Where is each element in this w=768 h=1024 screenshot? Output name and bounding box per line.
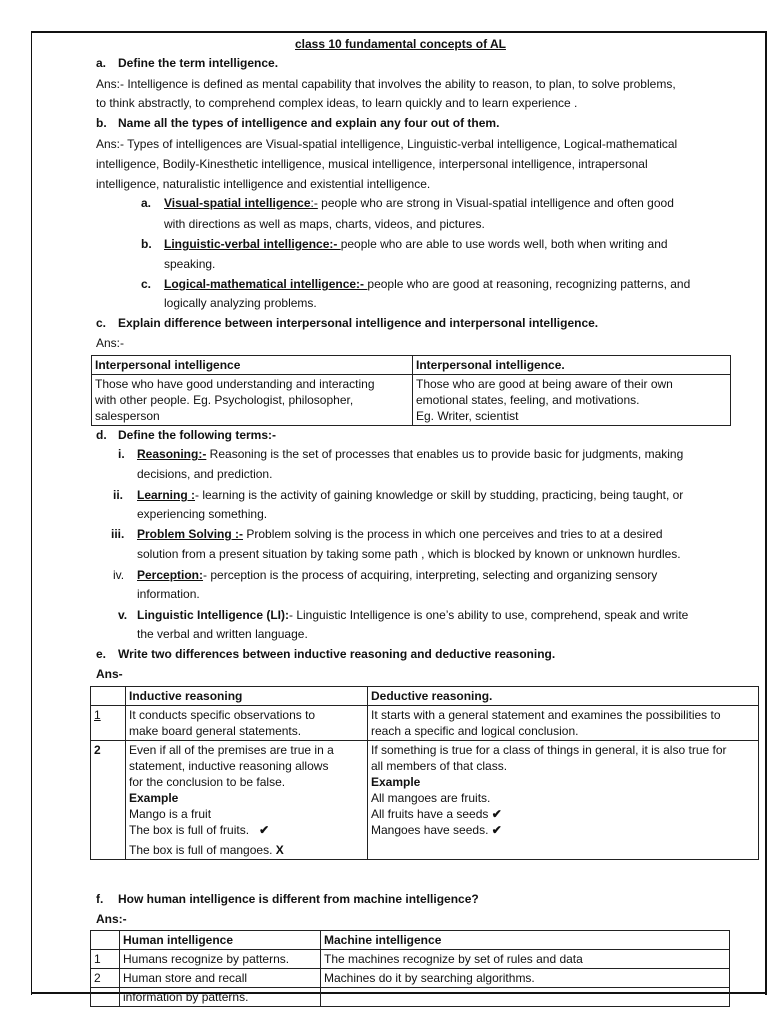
list-item-number: b. bbox=[141, 237, 152, 251]
cell-line bbox=[129, 822, 364, 838]
table-header: Inductive reasoning bbox=[126, 687, 368, 706]
term-logical-mathematical: Logical-mathematical intelligence:- bbox=[164, 277, 368, 291]
term-visual-spatial: Visual-spatial intelligence bbox=[164, 196, 311, 210]
cell-line: It starts with a general statement and examines the possibilities to bbox=[371, 708, 721, 722]
term-continuation: solution from a present situation by taking some path , which is blocked by known or unknown hurdles. bbox=[137, 547, 681, 561]
list-item bbox=[164, 277, 690, 291]
row-number: 2 bbox=[91, 741, 126, 860]
table-cell bbox=[368, 741, 759, 860]
list-item-continuation: with directions as well as maps, charts, videos, and pictures. bbox=[164, 217, 485, 231]
question-e: Write two differences between inductive reasoning and deductive reasoning. bbox=[118, 647, 556, 661]
question-c: Explain difference between interpersonal intelligence and interpersonal intelligence. bbox=[118, 316, 599, 330]
cell-line: Eg. Writer, scientist bbox=[416, 409, 519, 423]
page-title: class 10 fundamental concepts of AL bbox=[295, 37, 506, 51]
term-continuation: experiencing something. bbox=[137, 507, 268, 521]
term-reasoning: Reasoning:- bbox=[137, 447, 207, 461]
table-header: Human intelligence bbox=[120, 931, 321, 950]
table-header: Machine intelligence bbox=[321, 931, 730, 950]
term-item bbox=[137, 608, 688, 622]
table-cell bbox=[126, 706, 368, 741]
question-a: Define the term intelligence. bbox=[118, 56, 279, 70]
cell-line bbox=[129, 842, 364, 858]
term-definition: - learning is the activity of gaining knowledge or skill by studding, practicing, being taught, or bbox=[195, 488, 684, 502]
row-number: 1 bbox=[91, 950, 120, 969]
table-header-blank bbox=[91, 687, 126, 706]
table-header-blank bbox=[91, 931, 120, 950]
table-row bbox=[91, 950, 730, 969]
cell-line: Those who have good understanding and interacting bbox=[95, 377, 375, 391]
question-f-number: f. bbox=[96, 892, 104, 906]
cell-line: If something is true for a class of things in general, it is also true for bbox=[371, 743, 727, 757]
example-text: The box is full of mangoes. bbox=[129, 843, 273, 857]
table-header-row bbox=[91, 687, 759, 706]
answer-e-label: Ans- bbox=[96, 667, 123, 681]
term-definition: people who are strong in Visual-spatial intelligence and often good bbox=[317, 196, 674, 210]
cell-line bbox=[371, 806, 755, 822]
example-text: The box is full of fruits. bbox=[129, 823, 250, 837]
term-continuation: information. bbox=[137, 587, 200, 601]
table-row bbox=[92, 375, 731, 426]
answer-a-line1: Ans:- Intelligence is defined as mental capability that involves the ability to reason, to plan, to solve problems, bbox=[96, 77, 676, 91]
term-definition: Problem solving is the process in which one perceives and tries to at a desired bbox=[243, 527, 663, 541]
list-item bbox=[164, 196, 674, 210]
table-header-row bbox=[92, 356, 731, 375]
cell-line: All mangoes are fruits. bbox=[371, 791, 491, 805]
question-a-number: a. bbox=[96, 56, 107, 70]
list-item-continuation: logically analyzing problems. bbox=[164, 296, 317, 310]
cell-line: all members of that class. bbox=[371, 759, 508, 773]
term-item bbox=[137, 568, 657, 582]
question-b: Name all the types of intelligence and explain any four out of them. bbox=[118, 116, 500, 130]
check-mark-icon: ✔ bbox=[491, 807, 502, 821]
answer-b-line2: intelligence, Bodily-Kinesthetic intelligence, musical intelligence, interpersonal intelligence, intrapersonal bbox=[96, 157, 648, 171]
table-cell: information by patterns. bbox=[120, 988, 321, 1007]
question-f: How human intelligence is different from machine intelligence? bbox=[118, 892, 479, 906]
term-learning: Learning : bbox=[137, 488, 196, 502]
term-separator: :- bbox=[310, 196, 318, 210]
table-cell: Machines do it by searching algorithms. bbox=[321, 969, 730, 988]
table-row bbox=[91, 706, 759, 741]
cross-mark-icon: X bbox=[275, 843, 284, 857]
human-machine-table bbox=[90, 930, 730, 1007]
table-header: Deductive reasoning. bbox=[368, 687, 759, 706]
table-row bbox=[91, 969, 730, 988]
list-item bbox=[164, 237, 668, 251]
row-number: 2 bbox=[91, 969, 120, 988]
table-row bbox=[91, 741, 759, 860]
term-definition: people who are able to use words well, both when writing and bbox=[340, 237, 668, 251]
question-e-number: e. bbox=[96, 647, 107, 661]
question-c-number: c. bbox=[96, 316, 107, 330]
term-item bbox=[137, 488, 683, 502]
table-header: Interpersonal intelligence. bbox=[413, 356, 731, 375]
cell-line: statement, inductive reasoning allows bbox=[129, 759, 329, 773]
term-number: iii. bbox=[111, 527, 125, 541]
example-label: Example bbox=[371, 775, 421, 789]
table-header: Interpersonal intelligence bbox=[92, 356, 413, 375]
cell-line: emotional states, feeling, and motivations. bbox=[416, 393, 640, 407]
cell-line: reach a specific and logical conclusion. bbox=[371, 724, 579, 738]
question-b-number: b. bbox=[96, 116, 107, 130]
term-continuation: decisions, and prediction. bbox=[137, 467, 273, 481]
table-header-row bbox=[91, 931, 730, 950]
answer-b-line3: intelligence, naturalistic intelligence and existential intelligence. bbox=[96, 177, 431, 191]
term-perception: Perception: bbox=[137, 568, 204, 582]
answer-f-label: Ans:- bbox=[96, 912, 127, 926]
question-d: Define the following terms:- bbox=[118, 428, 277, 442]
table-row bbox=[91, 988, 730, 1007]
cell-line: It conducts specific observations to bbox=[129, 708, 316, 722]
term-definition: Reasoning is the set of processes that enables us to provide basic for judgments, making bbox=[206, 447, 684, 461]
answer-a-line2: to think abstractly, to comprehend complex ideas, to learn quickly and to learn experience . bbox=[96, 96, 578, 110]
cell-line: salesperson bbox=[95, 409, 160, 423]
term-linguistic-verbal: Linguistic-verbal intelligence:- bbox=[164, 237, 341, 251]
term-definition: - Linguistic Intelligence is one’s ability to use, comprehend, speak and write bbox=[289, 608, 689, 622]
term-definition: people who are good at reasoning, recognizing patterns, and bbox=[367, 277, 691, 291]
answer-b-line1: Ans:- Types of intelligences are Visual-spatial intelligence, Linguistic-verbal intelligence, Logical-mathematical bbox=[96, 137, 678, 151]
table-cell bbox=[321, 988, 730, 1007]
example-label: Example bbox=[129, 791, 179, 805]
table-cell bbox=[92, 375, 413, 426]
cell-line: with other people. Eg. Psychologist, philosopher, bbox=[95, 393, 354, 407]
term-linguistic-intelligence: Linguistic Intelligence (LI): bbox=[137, 608, 290, 622]
row-number bbox=[91, 988, 120, 1007]
cell-line: Mango is a fruit bbox=[129, 807, 212, 821]
term-number: v. bbox=[118, 608, 128, 622]
cell-line bbox=[371, 822, 755, 838]
cell-line: Even if all of the premises are true in a bbox=[129, 743, 334, 757]
term-continuation: the verbal and written language. bbox=[137, 627, 308, 641]
example-text: All fruits have a seeds bbox=[371, 807, 489, 821]
list-item-number: a. bbox=[141, 196, 152, 210]
answer-c-label: Ans:- bbox=[96, 336, 125, 350]
term-problem-solving: Problem Solving :- bbox=[137, 527, 244, 541]
reasoning-table bbox=[90, 686, 759, 860]
list-item-number: c. bbox=[141, 277, 152, 291]
table-cell bbox=[413, 375, 731, 426]
question-d-number: d. bbox=[96, 428, 107, 442]
term-number: ii. bbox=[113, 488, 124, 502]
term-number: iv. bbox=[113, 568, 125, 582]
cell-line: Those who are good at being aware of their own bbox=[416, 377, 673, 391]
table-cell bbox=[368, 706, 759, 741]
row-number: 1 bbox=[91, 706, 126, 741]
table-cell: Human store and recall bbox=[120, 969, 321, 988]
interpersonal-table bbox=[91, 355, 731, 426]
check-mark-icon: ✔ bbox=[491, 823, 502, 837]
term-item bbox=[137, 447, 683, 461]
term-number: i. bbox=[118, 447, 125, 461]
table-cell bbox=[126, 741, 368, 860]
table-cell: Humans recognize by patterns. bbox=[120, 950, 321, 969]
term-definition: - perception is the process of acquiring, interpreting, selecting and organizing sensory bbox=[203, 568, 658, 582]
list-item-continuation: speaking. bbox=[164, 257, 216, 271]
cell-line: make board general statements. bbox=[129, 724, 302, 738]
example-text: Mangoes have seeds. bbox=[371, 823, 489, 837]
table-cell: The machines recognize by set of rules and data bbox=[321, 950, 730, 969]
term-item bbox=[137, 527, 663, 541]
cell-line: for the conclusion to be false. bbox=[129, 775, 286, 789]
check-mark-icon: ✔ bbox=[259, 823, 270, 837]
